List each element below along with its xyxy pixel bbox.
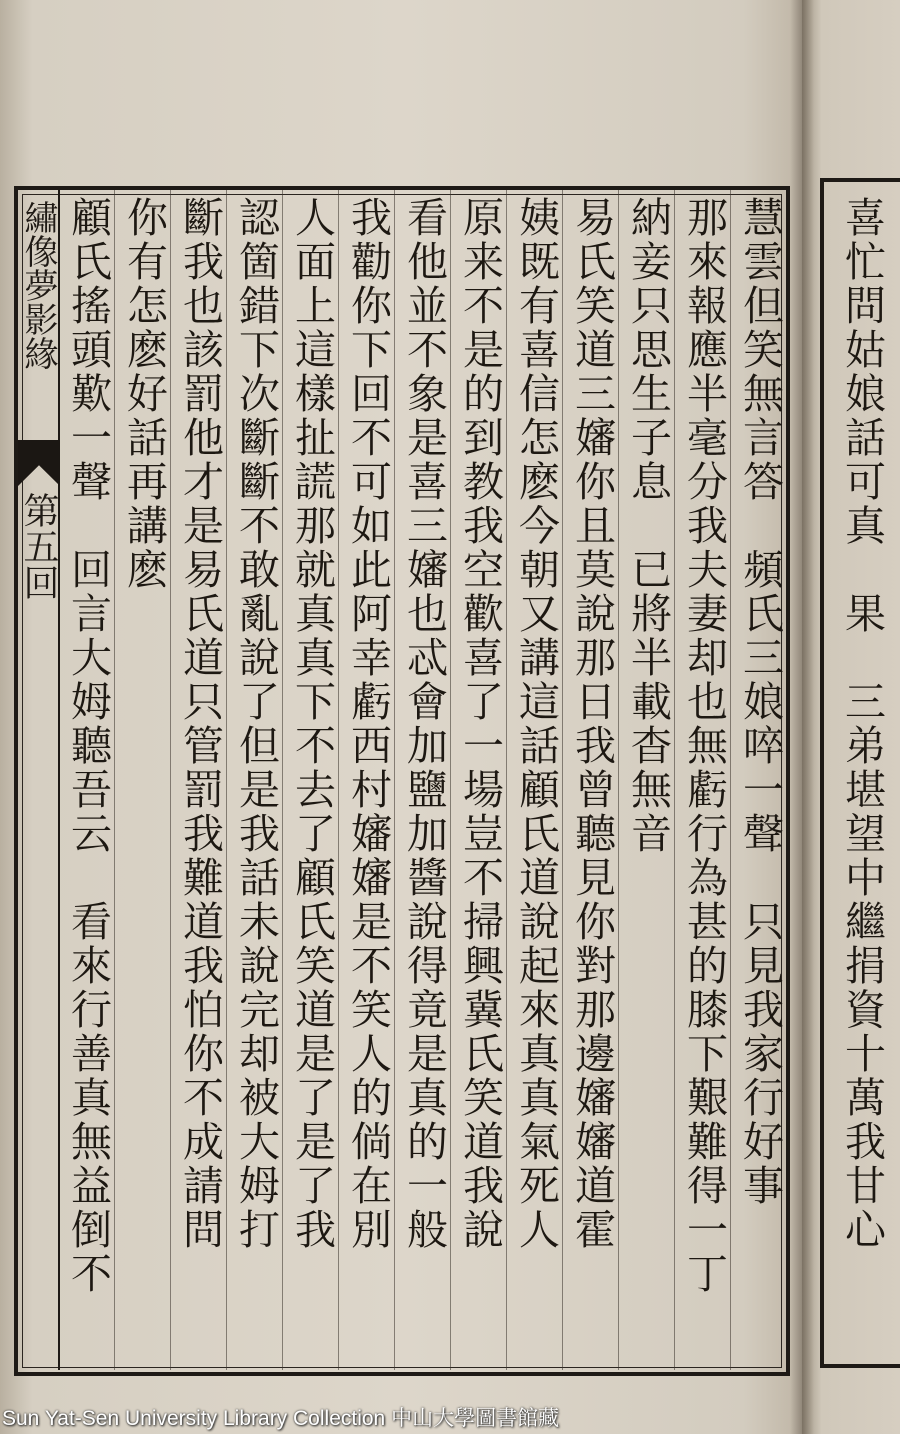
column-rule [394, 190, 395, 1370]
text-column-4: 易氏笑道三嬸你且莫說那日我曾聽見你對那邊嬸嬸道霍 [568, 196, 616, 1252]
column-rule [674, 190, 675, 1370]
column-rule [282, 190, 283, 1370]
right-page-column: 喜忙問姑娘話可真 果 三弟堪望中繼捐資十萬我甘心 [838, 196, 886, 1252]
column-rule [450, 190, 451, 1370]
text-column-6: 原来不是的到教我空歡喜了一場豈不掃興冀氏笑道我說 [456, 196, 504, 1252]
text-column-1: 慧雲但笑無言答 頻氏三娘啐一聲 只見我家行好事 [736, 196, 784, 1208]
column-rule [730, 190, 731, 1370]
text-column-13: 顧氏搖頭歎一聲 回言大姆聽吾云 看來行善真無益倒不 [64, 196, 112, 1296]
text-column-10: 認箇錯下次斷斷不敢亂說了但是我話未說完却被大姆打 [232, 196, 280, 1252]
text-column-9: 人面上這樣扯謊那就真真下不去了顧氏笑道是了是了我 [288, 196, 336, 1252]
text-column-8: 我勸你下回不可如此阿幸虧西村嬸嬸是不笑人的倘在別 [344, 196, 392, 1252]
column-rule [562, 190, 563, 1370]
text-column-11: 斷我也該罰他才是易氏道只管罰我難道我怕你不成請問 [176, 196, 224, 1252]
column-rule [338, 190, 339, 1370]
chapter-label: 第五回 [18, 492, 59, 600]
library-watermark: Sun Yat-Sen University Library Collection 中山大學圖書館藏 [2, 1407, 560, 1430]
text-column-7: 看他並不象是喜三嬸也忒會加鹽加醬說得竟是真的一般 [400, 196, 448, 1252]
text-column-3: 納妾只思生子息 已將半載杳無音 [624, 196, 672, 856]
text-column-5: 姨既有喜信怎麽今朝又講這話顧氏道說起來真真氣死人 [512, 196, 560, 1252]
column-rule [226, 190, 227, 1370]
book-fold [790, 0, 814, 1434]
column-rule [506, 190, 507, 1370]
column-rule [618, 190, 619, 1370]
column-rule [170, 190, 171, 1370]
text-column-2: 那來報應半毫分我夫妻却也無虧行為甚的膝下艱難得一丁 [680, 196, 728, 1296]
column-rule [114, 190, 115, 1370]
book-title: 繡像夢影緣 [18, 200, 58, 370]
text-column-12: 你有怎麽好話再講麽 [120, 196, 168, 592]
